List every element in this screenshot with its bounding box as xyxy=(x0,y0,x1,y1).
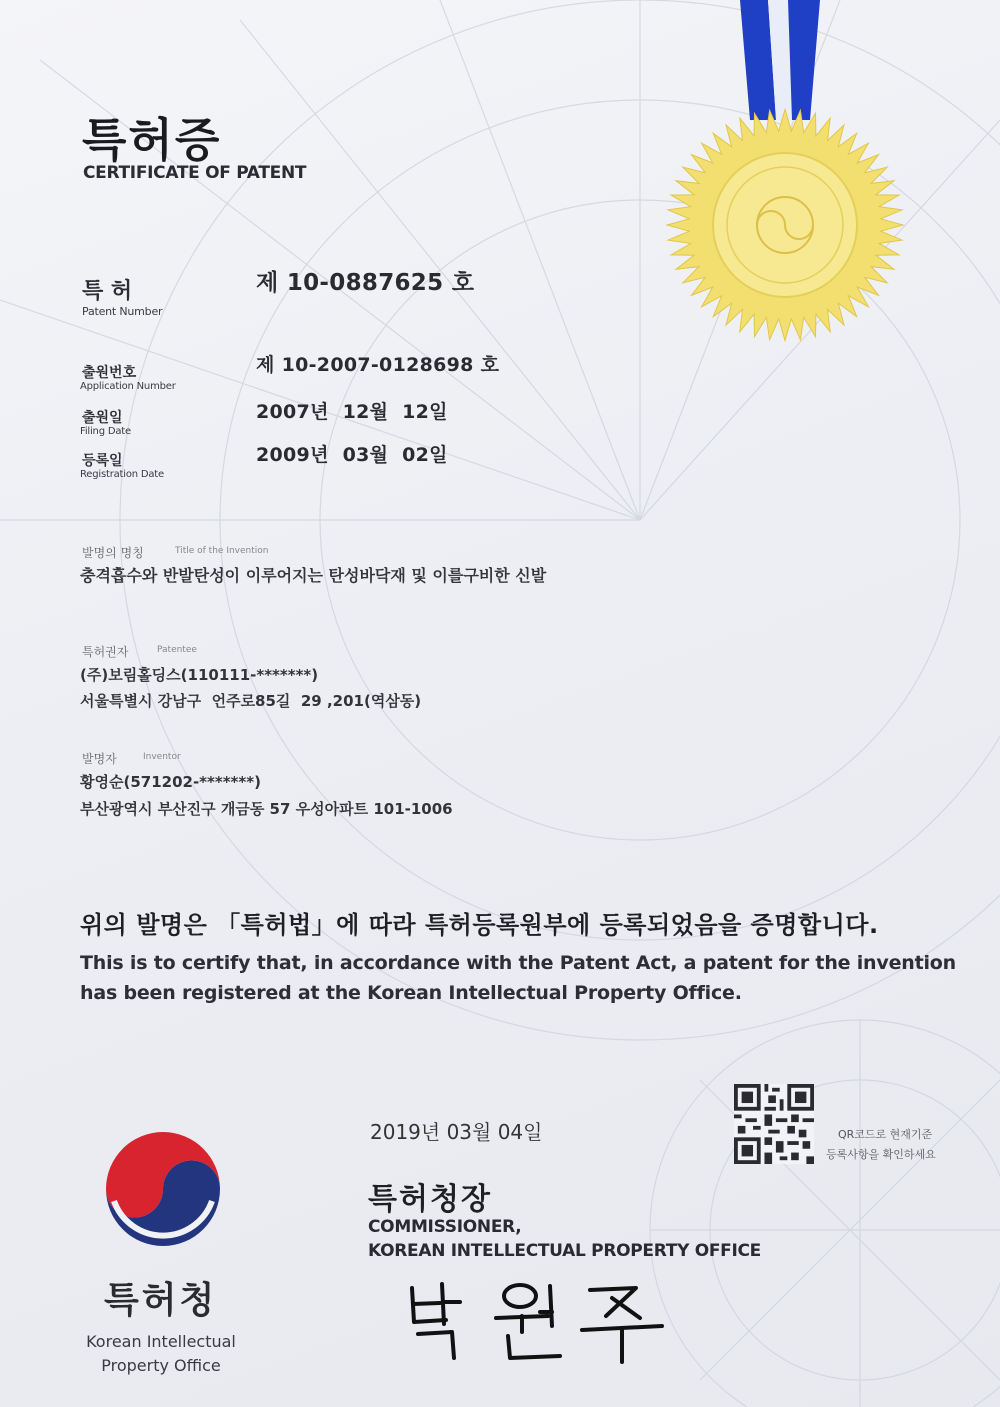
invention-title-label: 발명의 명칭 xyxy=(82,546,144,560)
certificate-title-en: CERTIFICATE OF PATENT xyxy=(83,163,307,183)
patent-number-label-en: Patent Number xyxy=(82,305,163,318)
commissioner-signature xyxy=(400,1276,670,1366)
inventor-label-en: Inventor xyxy=(143,752,181,762)
registration-date-label: 등록일 xyxy=(82,453,123,469)
inventor-label: 발명자 xyxy=(82,752,117,766)
gold-seal xyxy=(655,105,915,345)
patentee-label: 특허권자 xyxy=(82,645,129,659)
invention-title: 충격흡수와 반발탄성이 이루어지는 탄성바닥재 및 이를구비한 신발 xyxy=(80,566,547,585)
application-number-label-en: Application Number xyxy=(80,381,176,392)
patent-number-value: 제 10-0887625 호 xyxy=(256,270,475,296)
filing-date-value: 2007년 12월 12일 xyxy=(256,401,448,423)
certificate-title: 특허증 xyxy=(82,113,222,167)
commissioner-title: 특허청장 xyxy=(368,1182,492,1217)
certification-statement-en-line1: This is to certify that, in accordance with the Patent Act, a patent for the invention xyxy=(80,952,956,974)
filing-date-label-en: Filing Date xyxy=(80,426,131,437)
commissioner-title-en-line2: KOREAN INTELLECTUAL PROPERTY OFFICE xyxy=(368,1241,761,1261)
patentee-address: 서울특별시 강남구 언주로85길 29 ,201(역삼동) xyxy=(80,692,422,710)
office-name-ko: 특허청 xyxy=(104,1280,218,1321)
certification-statement-ko: 위의 발명은 「특허법」에 따라 특허등록원부에 등록되었음을 증명합니다. xyxy=(80,911,879,939)
application-number-value: 제 10-2007-0128698 호 xyxy=(256,354,500,376)
office-name-en-line1: Korean Intellectual xyxy=(86,1332,236,1351)
issue-date: 2019년 03월 04일 xyxy=(370,1120,543,1144)
filing-date-label: 출원일 xyxy=(82,410,123,426)
qr-note-line1: QR코드로 현재기준 xyxy=(838,1128,933,1141)
qr-code xyxy=(734,1084,814,1164)
inventor-address: 부산광역시 부산진구 개금동 57 우성아파트 101-1006 xyxy=(80,800,453,818)
patentee-label-en: Patentee xyxy=(157,645,197,655)
application-number-label: 출원번호 xyxy=(82,365,137,381)
invention-title-label-en: Title of the Invention xyxy=(175,546,269,556)
patentee-name: (주)보림홀딩스(110111-*******) xyxy=(80,666,319,684)
patent-number-label: 특 허 xyxy=(82,279,133,304)
qr-note-line2: 등록사항을 확인하세요 xyxy=(826,1148,936,1161)
kipo-logo xyxy=(100,1126,226,1256)
registration-date-value: 2009년 03월 02일 xyxy=(256,444,448,466)
inventor-name: 황영순(571202-*******) xyxy=(80,773,261,791)
office-name-en-line2: Property Office xyxy=(101,1356,221,1375)
commissioner-title-en-line1: COMMISSIONER, xyxy=(368,1217,522,1237)
certification-statement-en-line2: has been registered at the Korean Intellectual Property Office. xyxy=(80,982,742,1004)
registration-date-label-en: Registration Date xyxy=(80,469,164,480)
